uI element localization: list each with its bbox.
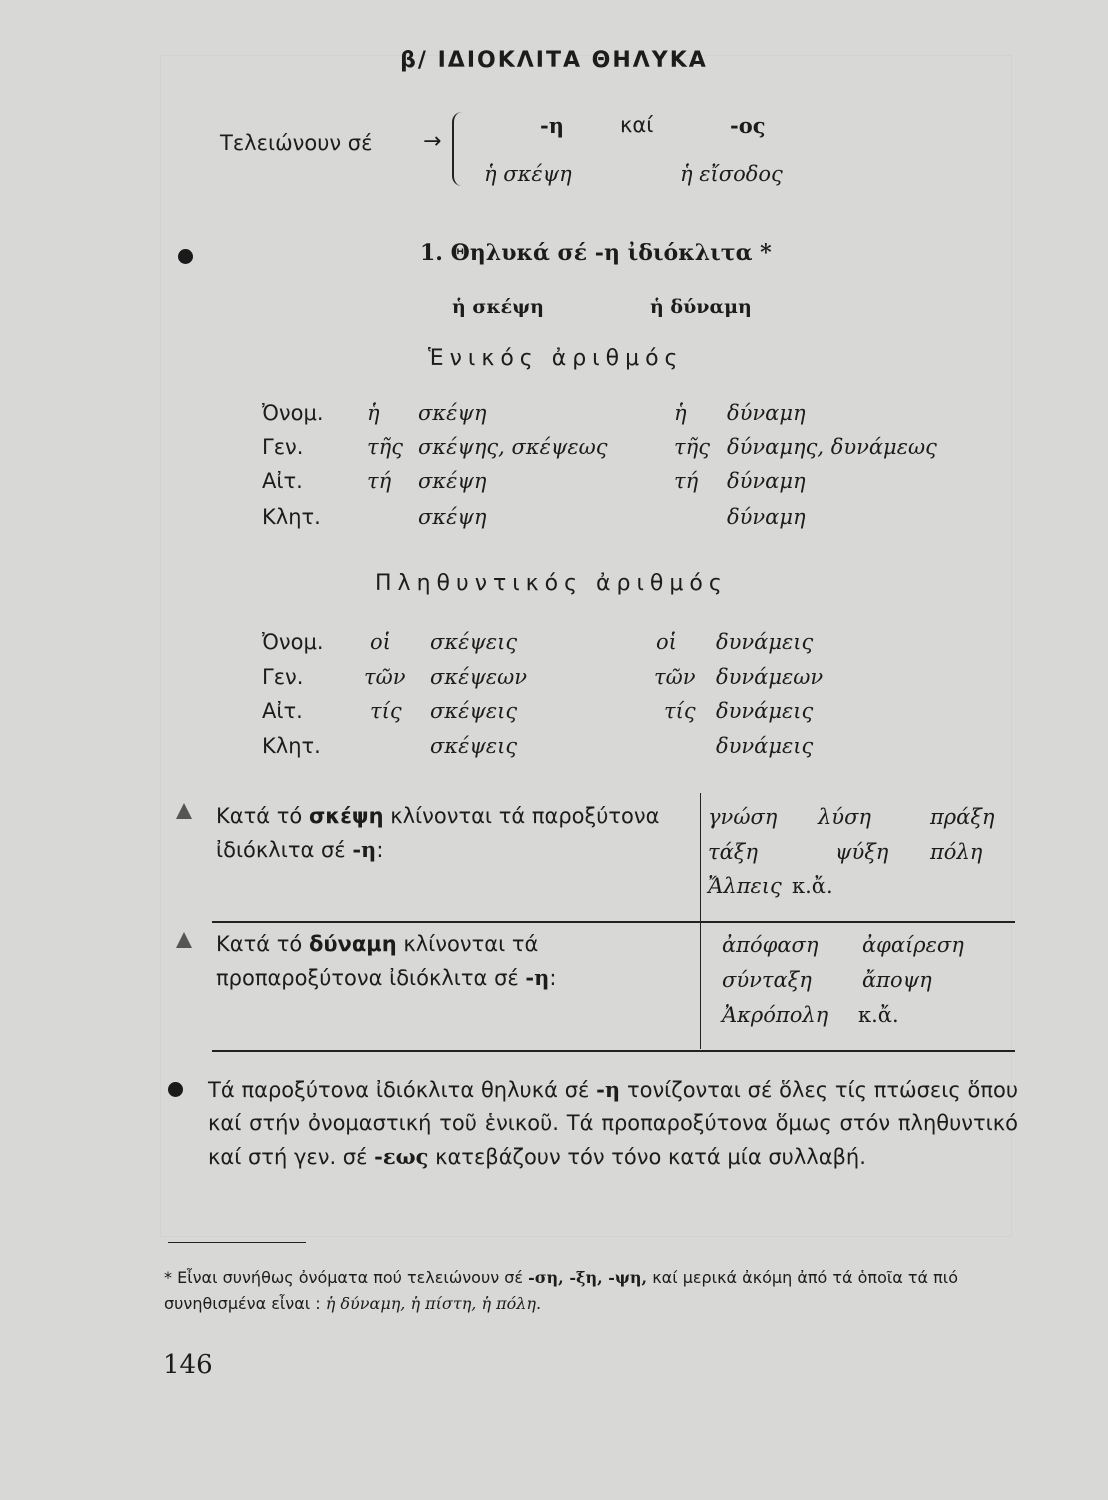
example-word: ἄποψη: [862, 968, 932, 992]
rule-text: Κατά τό δύναμη κλίνονται τά προπαροξύτονα ἰδιόκλιτα σέ -η:: [216, 932, 557, 990]
form-skepsi: σκέψεις: [430, 699, 518, 723]
article: τῆς: [674, 435, 710, 459]
suffix: -εως: [374, 1144, 429, 1169]
conjunction: καί: [620, 113, 654, 137]
example-word: ἀπόφαση: [722, 933, 819, 957]
bullet-icon: [178, 249, 193, 264]
singular-heading: Ἑνικός ἀριθμός: [428, 346, 684, 371]
footnote-rule: [168, 1242, 306, 1243]
example-word: πράξη: [930, 805, 995, 829]
case-label: Κλητ.: [262, 734, 321, 758]
article: οἱ: [656, 630, 677, 654]
model-word-1: ἡ σκέψη: [452, 296, 544, 318]
example-word: Ἀκρόπολη: [722, 1003, 829, 1027]
article: τῆς: [367, 435, 403, 459]
example-word: γνώση: [708, 805, 778, 829]
suffix-os: -ος: [730, 113, 766, 138]
article: τή: [674, 469, 699, 493]
article: ἡ: [674, 401, 687, 425]
keyword: δύναμη: [308, 932, 397, 956]
suffix: -η: [596, 1077, 621, 1102]
article: τίς: [370, 699, 402, 723]
suffix-eta: -η: [540, 113, 564, 138]
rule-text: Κατά τό σκέψη κλίνονται τά παροξύτονα ἰδιόκλιτα σέ -η:: [216, 804, 660, 862]
brace-icon: [452, 112, 466, 186]
column-divider: [700, 921, 701, 1049]
form-dynami: δυνάμεις: [716, 734, 814, 758]
form-skepsi: σκέψη: [418, 469, 487, 493]
example-word: τάξη: [708, 840, 758, 864]
form-dynami: δυνάμεων: [716, 665, 824, 689]
form-dynami: δύναμη: [727, 469, 806, 493]
example-word: κ.ἄ.: [858, 1003, 899, 1027]
article: τῶν: [654, 665, 696, 689]
case-label: Αἰτ.: [262, 699, 303, 723]
example-word: ἀφαίρεση: [862, 933, 964, 957]
form-skepsi: σκέψης, σκέψεως: [418, 435, 608, 459]
case-label: Αἰτ.: [262, 469, 303, 493]
suffix: -η: [525, 965, 550, 990]
column-divider: [700, 793, 701, 921]
bullet-icon: [168, 1082, 183, 1097]
form-dynami: δύναμη: [727, 401, 806, 425]
example-word: ψύξη: [835, 840, 889, 864]
triangle-icon: [176, 932, 192, 948]
right-arrow-icon: →: [423, 129, 442, 154]
section-title: 1. Θηλυκά σέ -η ἰδιόκλιτα *: [420, 240, 772, 266]
examples: ἡ δύναμη, ἡ πίστη, ἡ πόλη.: [325, 1294, 542, 1313]
form-dynami: δυνάμεις: [716, 699, 814, 723]
case-label: Γεν.: [262, 435, 304, 459]
triangle-icon: [176, 803, 192, 819]
example-skepsi: ἡ σκέψη: [484, 162, 572, 186]
form-dynami: δυνάμεις: [716, 630, 814, 654]
page-title: β/ ΙΔΙΟΚΛΙΤΑ ΘΗΛΥΚΑ: [400, 48, 708, 73]
form-skepsi: σκέψη: [418, 401, 487, 425]
form-dynami: δύναμη: [727, 505, 806, 529]
plural-heading: Πληθυντικός ἀριθμός: [375, 571, 728, 596]
article: τή: [367, 469, 392, 493]
form-dynami: δύναμης, δυνάμεως: [727, 435, 937, 459]
endings-label: Τελειώνουν σέ: [220, 131, 373, 155]
form-skepsi: σκέψεις: [430, 630, 518, 654]
keyword: σκέψη: [308, 804, 384, 828]
case-label: Κλητ.: [262, 505, 321, 529]
model-word-2: ἡ δύναμη: [650, 296, 752, 318]
article: ἡ: [367, 401, 380, 425]
endings: -ση, -ξη, -ψη,: [528, 1268, 648, 1287]
form-skepsi: σκέψεων: [430, 665, 528, 689]
case-label: Γεν.: [262, 665, 304, 689]
page-number: 146: [163, 1350, 213, 1380]
example-word: Ἄλπεις: [708, 874, 782, 898]
article: οἱ: [370, 630, 391, 654]
footnote: * Εἶναι συνήθως ὀνόματα πού τελειώνουν σέ -ση, -ξη, -ψη, καί μερικά ἀκόμη ἀπό τά ὁποῖα τά πιό συνηθισμένα εἶναι : ἡ δύναμη, ἡ πίστη, ἡ πόλη.: [164, 1268, 958, 1313]
example-word: σύνταξη: [722, 968, 812, 992]
note-paragraph: Τά παροξύτονα ἰδιόκλιτα θηλυκά σέ -η τονίζονται σέ ὅλες τίς πτώσεις ὅπου καί στήν ὀνομαστική τοῦ ἑνικοῦ. Τά προπαροξύτονα ὅμως στόν πληθυντικό καί στή γεν. σέ -εως κατεβάζουν τόν τόνο κατά μία συλλαβή.: [208, 1077, 1018, 1169]
article: τίς: [664, 699, 696, 723]
example-word: λύση: [818, 805, 871, 829]
example-eisodos: ἡ εἴσοδος: [680, 162, 783, 186]
example-word: πόλη: [930, 840, 983, 864]
case-label: Ὀνομ.: [262, 630, 324, 654]
article: τῶν: [364, 665, 406, 689]
form-skepsi: σκέψεις: [430, 734, 518, 758]
case-label: Ὀνομ.: [262, 401, 324, 425]
example-word: κ.ἄ.: [792, 874, 833, 898]
suffix: -η: [352, 837, 377, 862]
form-skepsi: σκέψη: [418, 505, 487, 529]
